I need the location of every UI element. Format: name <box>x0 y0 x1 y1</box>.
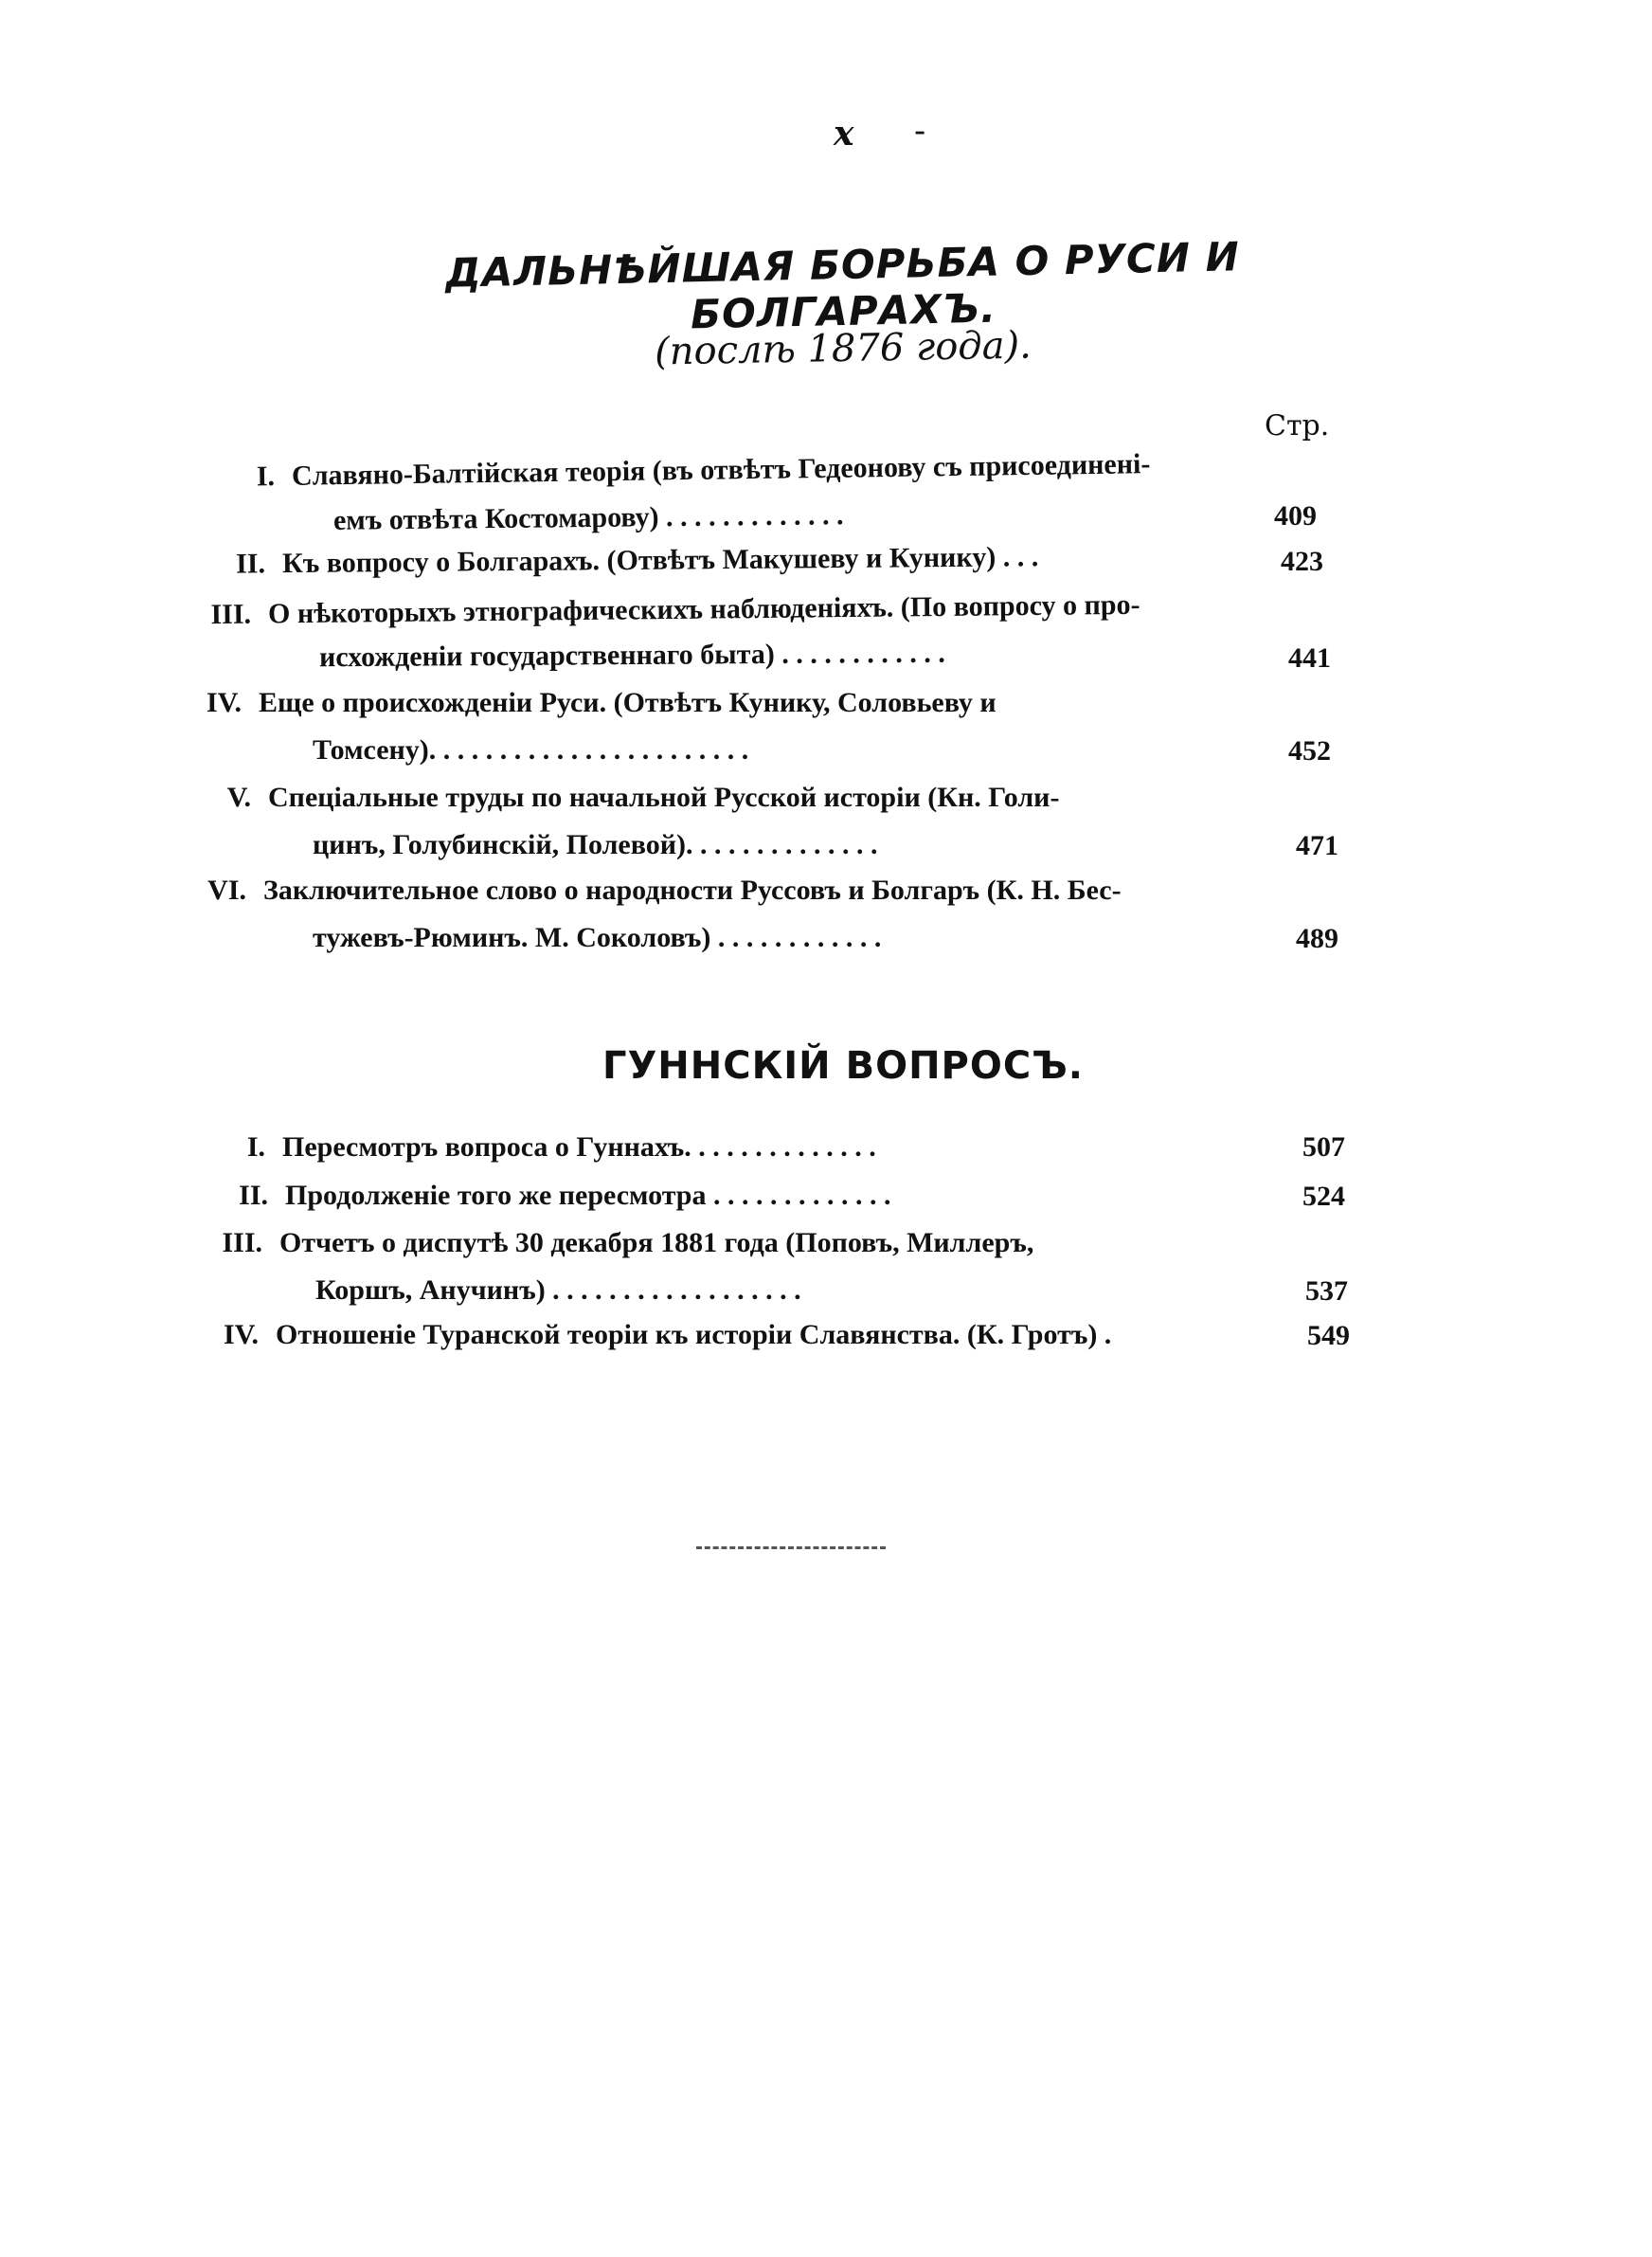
toc-entry-title: Пересмотръ вопроса о Гуннахъ. . . . . . . . . . . . . . <box>282 1131 876 1163</box>
toc-entry-line <box>210 1227 1033 1259</box>
toc-entry-line <box>313 734 748 767</box>
toc-entry-numeral: I. <box>256 460 276 493</box>
page-number: x <box>834 114 854 153</box>
toc-entry-page: 537 <box>1305 1275 1348 1307</box>
toc-entry-numeral: V. <box>226 782 251 813</box>
toc-entry-page: 423 <box>1281 546 1323 577</box>
toc-entry-line <box>223 448 1151 494</box>
toc-entry-title-continued: Томсену). . . . . . . . . . . . . . . . . . . . . . . <box>313 734 749 766</box>
toc-entry-title-continued: исхожденiи государственнаго быта) . . . . . . . . . . . . <box>318 637 945 674</box>
toc-entry-numeral: III. <box>210 598 252 631</box>
toc-entry-title: Спецiальные труды по начальной Русской исторiи (Кн. Голи- <box>268 782 1060 813</box>
toc-entry-line <box>199 782 1059 814</box>
toc-entry-line <box>194 875 1122 907</box>
toc-entry-line <box>213 1131 876 1164</box>
toc-entry-line <box>313 829 877 861</box>
toc-entry-title-continued: Коршъ, Анучинъ) . . . . . . . . . . . . . . . . . . <box>315 1274 801 1306</box>
toc-entry-line <box>206 1319 1111 1351</box>
page-column-label: Стр. <box>1265 409 1330 442</box>
toc-entry-numeral: II. <box>239 1180 268 1211</box>
toc-entry-page: 524 <box>1302 1181 1345 1212</box>
toc-entry-page: 507 <box>1302 1131 1345 1163</box>
toc-entry-title: Къ вопросу о Болгарахъ. (Отвѣтъ Макушеву и Кунику) . . . <box>281 541 1039 580</box>
toc-entry-title-continued: емъ отвѣта Костомарову) . . . . . . . . . . . . . <box>332 499 844 536</box>
toc-entry-line <box>333 499 844 537</box>
toc-entry-numeral: I. <box>246 1131 265 1163</box>
toc-entry-page: 549 <box>1307 1320 1350 1351</box>
toc-entry-page: 471 <box>1296 830 1338 861</box>
toc-entry-line <box>189 687 997 719</box>
toc-entry-page: 489 <box>1296 923 1338 954</box>
toc-entry-title-continued: тужевъ-Рюминъ. М. Соколовъ) . . . . . . . . . . . . <box>313 922 882 953</box>
toc-entry-line <box>213 541 1039 581</box>
section-2-title: ГУННСКIЙ ВОПРОСЪ. <box>602 1044 1085 1088</box>
end-rule-divider <box>696 1546 886 1552</box>
toc-entry-line <box>313 922 881 954</box>
toc-entry-numeral: IV. <box>224 1319 259 1350</box>
toc-entry-title: Отчетъ о диспутѣ 30 декабря 1881 года (Поповъ, Миллеръ, <box>279 1227 1034 1258</box>
toc-entry-title: О нѣкоторыхъ этнографическихъ наблюденiяхъ. (По вопросу о про- <box>267 588 1140 630</box>
toc-entry-line <box>199 589 1140 631</box>
page-number-dash: - <box>914 112 926 151</box>
toc-entry-title: Отношенiе Туранской теорiи къ исторiи Славянства. (К. Гротъ) . <box>276 1319 1112 1350</box>
toc-entry-numeral: IV. <box>206 687 242 718</box>
toc-entry-title: Славяно-Балтiйская теорiя (въ отвѣтъ Гедеонову съ присоединенi- <box>291 448 1151 492</box>
toc-entry-page: 409 <box>1274 500 1317 532</box>
toc-entry-title: Заключительное слово о народности Руссовъ и Болгаръ (К. Н. Бес- <box>263 875 1122 906</box>
toc-entry-page: 452 <box>1288 735 1331 767</box>
toc-entry-line <box>216 1180 890 1212</box>
toc-entry-title: Еще о происхожденiи Руси. (Отвѣтъ Кунику, Соловьеву и <box>259 687 997 718</box>
toc-entry-line <box>315 1274 801 1307</box>
toc-entry-numeral: VI. <box>207 875 246 906</box>
toc-entry-page: 441 <box>1288 642 1331 674</box>
toc-entry-title-continued: цинъ, Голубинскiй, Полевой). . . . . . . . . . . . . . <box>313 829 878 860</box>
toc-entry-title: Продолженiе того же пересмотра . . . . . . . . . . . . . <box>285 1180 891 1211</box>
toc-entry-numeral: II. <box>236 548 266 580</box>
toc-entry-line <box>319 638 945 675</box>
section-1-title: ДАЛЬНѢЙШАЯ БОРЬБА О РУСИ И БОЛГАРАХЪ. <box>444 233 1241 338</box>
section-1-subtitle: (послѣ 1876 года). <box>654 323 1032 374</box>
toc-entry-numeral: III. <box>222 1227 262 1258</box>
